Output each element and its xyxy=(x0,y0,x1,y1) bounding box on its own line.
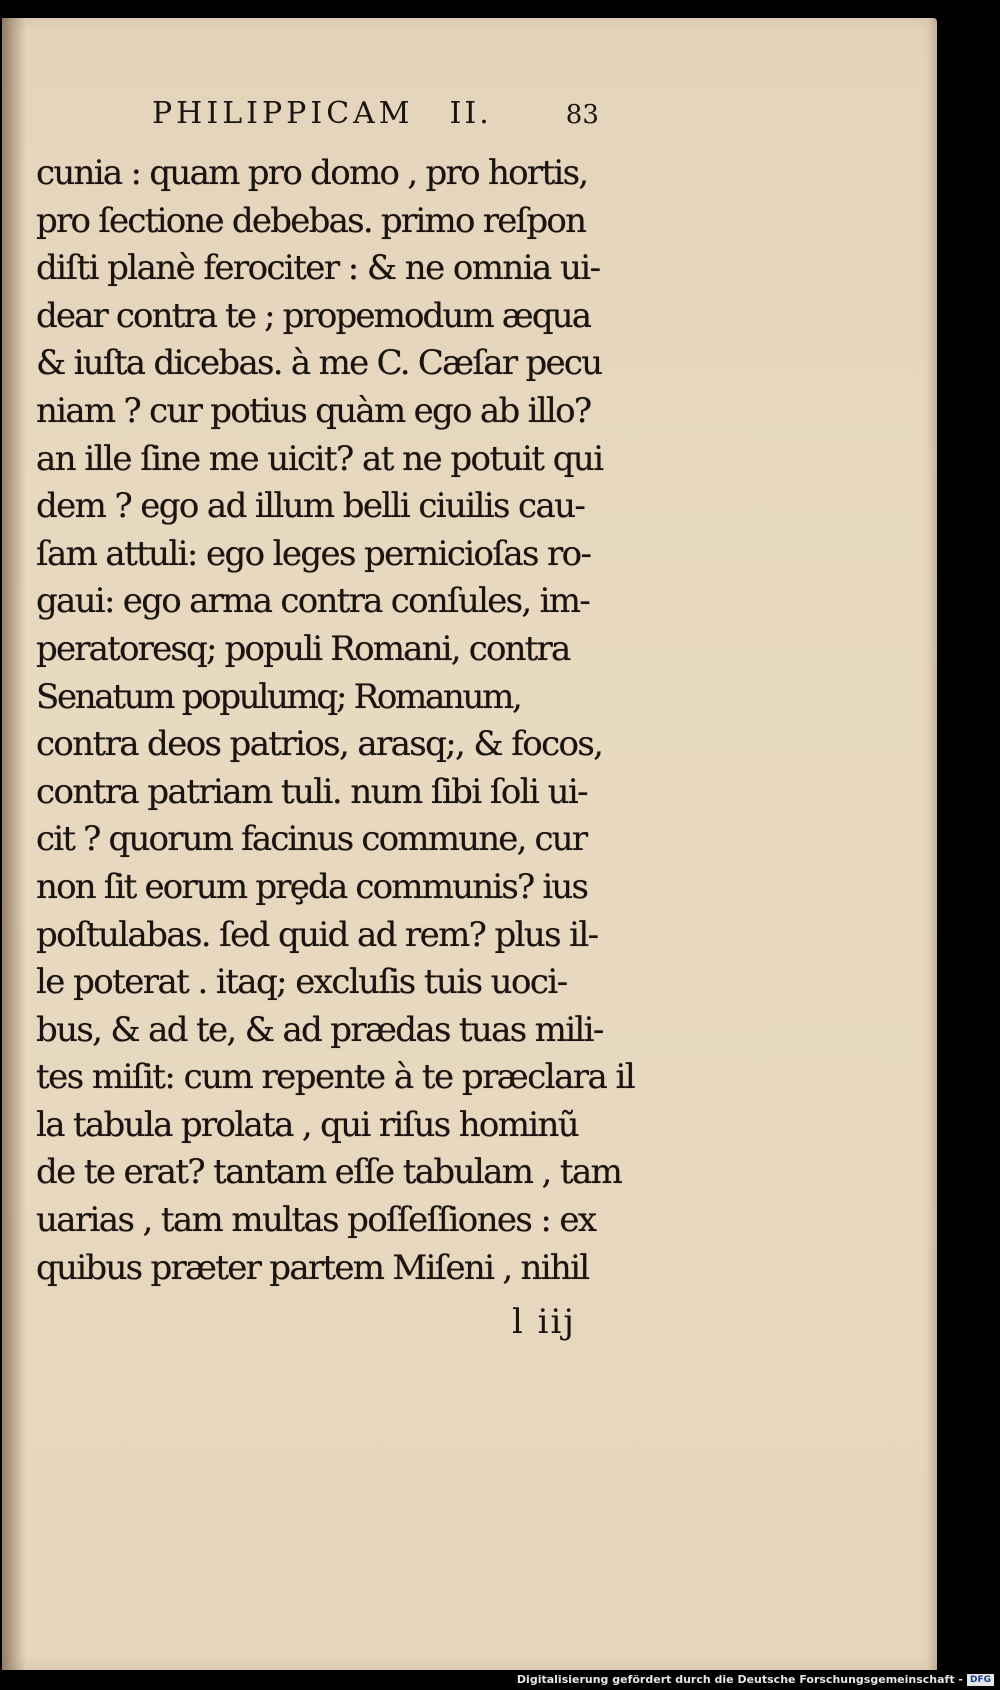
text-line: bus, & ad te, & ad prædas tuas mili- xyxy=(36,1009,603,1050)
text-line: le poterat . itaq; excluſis tuis uoci- xyxy=(36,962,567,1003)
text-line: peratoresq; populi Romani, contra xyxy=(36,628,570,669)
text-line: diſti planè ferociter : & ne omnia ui- xyxy=(36,248,600,289)
text-line: non ſit eorum prȩda communis? ius xyxy=(36,866,588,907)
signature-mark: l iij xyxy=(512,1302,576,1342)
running-head-title: PHILIPPICAM xyxy=(152,96,414,131)
text-line: contra patriam tuli. num ſibi ſoli ui- xyxy=(36,771,588,812)
book-page xyxy=(2,18,937,1670)
body-text xyxy=(36,150,696,1292)
text-line: & iuſta dicebas. à me C. Cæſar pecu xyxy=(36,343,602,384)
text-line: poſtulabas. ſed quid ad rem? plus il- xyxy=(36,914,598,955)
page-edge xyxy=(927,18,937,1670)
running-head-number: II. xyxy=(449,96,492,131)
text-line: cunia : quam pro domo , pro hortis, xyxy=(36,153,588,193)
gutter-shadow xyxy=(2,18,26,1670)
text-line: cit ? quorum facinus commune, cur xyxy=(36,819,587,860)
text-line: uarias , tam multas poſſeſſiones : ex xyxy=(36,1200,596,1241)
digitization-credit xyxy=(517,1673,994,1686)
text-line: dear contra te ; propemodum æqua xyxy=(36,295,591,336)
text-line: niam ? cur potius quàm ego ab illo? xyxy=(36,390,591,431)
text-line: contra deos patrios, arasq;, & focos, xyxy=(36,724,603,765)
running-head xyxy=(152,96,599,131)
text-line: ſam attuli: ego leges pernicioſas ro- xyxy=(36,533,591,574)
text-line: de te erat? tantam eſſe tabulam , tam xyxy=(36,1152,622,1193)
text-line: dem ? ego ad illum belli ciuilis cau- xyxy=(36,486,585,527)
text-line: an ille ſine me uicit? at ne potuit qui xyxy=(36,438,603,479)
text-line: tes miſit: cum repente à te præclara il xyxy=(36,1057,635,1098)
text-line: gaui: ego arma contra conſules, im- xyxy=(36,581,590,622)
text-line: pro ſectione debebas. primo reſpon xyxy=(36,200,586,241)
text-line: quibus præter partem Miſeni , nihil xyxy=(36,1247,589,1288)
credit-text: Digitalisierung gefördert durch die Deutsche Forschungsgemeinschaft - xyxy=(516,1673,963,1686)
page-number: 83 xyxy=(565,100,599,130)
dfg-logo: DFG xyxy=(967,1674,994,1686)
text-line: la tabula prolata , qui riſus hominũ xyxy=(36,1104,578,1145)
text-line: Senatum populumq; Romanum, xyxy=(36,676,521,717)
